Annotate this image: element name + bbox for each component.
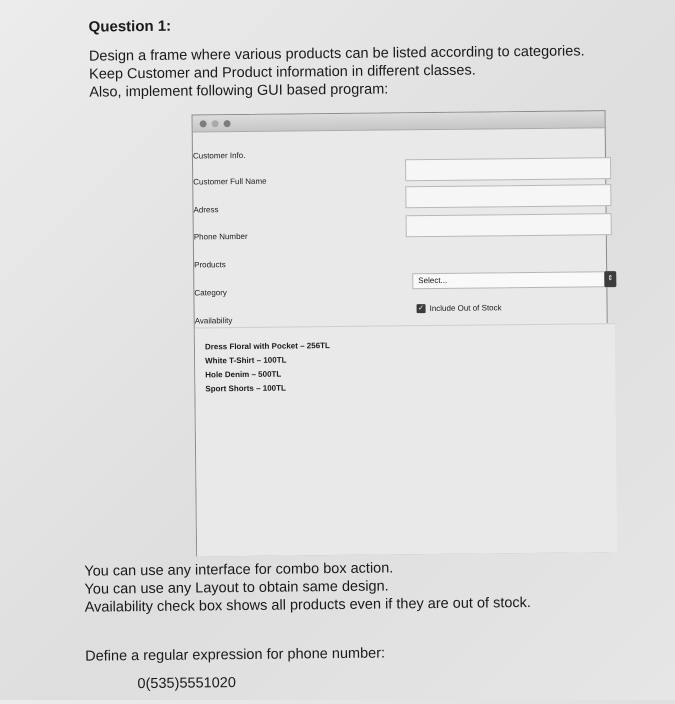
adress-label: Adress bbox=[193, 205, 219, 215]
adress-field[interactable] bbox=[405, 184, 611, 208]
list-item[interactable]: Hole Denim – 500TL bbox=[205, 369, 282, 380]
question-intro bbox=[89, 42, 585, 101]
include-out-of-stock-checkbox[interactable] bbox=[417, 303, 502, 313]
intro-line: Keep Customer and Product information in different classes. bbox=[89, 62, 476, 83]
list-item[interactable]: Dress Floral with Pocket – 256TL bbox=[204, 341, 330, 352]
note-line: You can use any Layout to obtain same design. bbox=[84, 578, 389, 598]
up-down-arrows-icon[interactable]: ⇕ bbox=[604, 271, 616, 287]
window-titlebar bbox=[193, 111, 605, 132]
note-line: Availability check box shows all products even if they are out of stock. bbox=[84, 594, 531, 616]
gui-mockup-window bbox=[192, 110, 614, 556]
products-list[interactable] bbox=[195, 323, 617, 556]
intro-line: Also, implement following GUI based program: bbox=[89, 81, 389, 101]
phone-number-label: Phone Number bbox=[193, 231, 248, 242]
intro-line: Design a frame where various products can be listed according to categories. bbox=[88, 43, 585, 65]
availability-label: Availability bbox=[194, 316, 233, 326]
list-item[interactable]: White T-Shirt – 100TL bbox=[205, 355, 287, 366]
customer-full-name-field[interactable] bbox=[405, 157, 611, 181]
category-combo-box[interactable] bbox=[412, 271, 616, 289]
minimize-window-dot-icon[interactable] bbox=[212, 120, 219, 127]
phone-number-field[interactable] bbox=[406, 213, 612, 237]
regex-prompt: Define a regular expression for phone number: bbox=[85, 645, 386, 665]
question-title: Question 1: bbox=[88, 17, 172, 36]
notes-block bbox=[84, 558, 531, 617]
note-line: You can use any interface for combo box action. bbox=[84, 560, 394, 580]
include-out-of-stock-label: Include Out of Stock bbox=[429, 303, 502, 314]
maximize-window-dot-icon[interactable] bbox=[224, 120, 231, 127]
category-label: Category bbox=[194, 288, 227, 298]
phone-example: 0(535)5551020 bbox=[137, 675, 236, 693]
products-label: Products bbox=[194, 260, 226, 270]
category-selected-value: Select... bbox=[418, 275, 448, 286]
customer-info-label: Customer Info. bbox=[192, 150, 246, 161]
customer-full-name-label: Customer Full Name bbox=[193, 176, 267, 187]
checkmark-icon[interactable]: ✓ bbox=[418, 305, 425, 313]
list-item[interactable]: Sport Shorts – 100TL bbox=[205, 383, 286, 394]
close-window-dot-icon[interactable] bbox=[200, 120, 207, 127]
